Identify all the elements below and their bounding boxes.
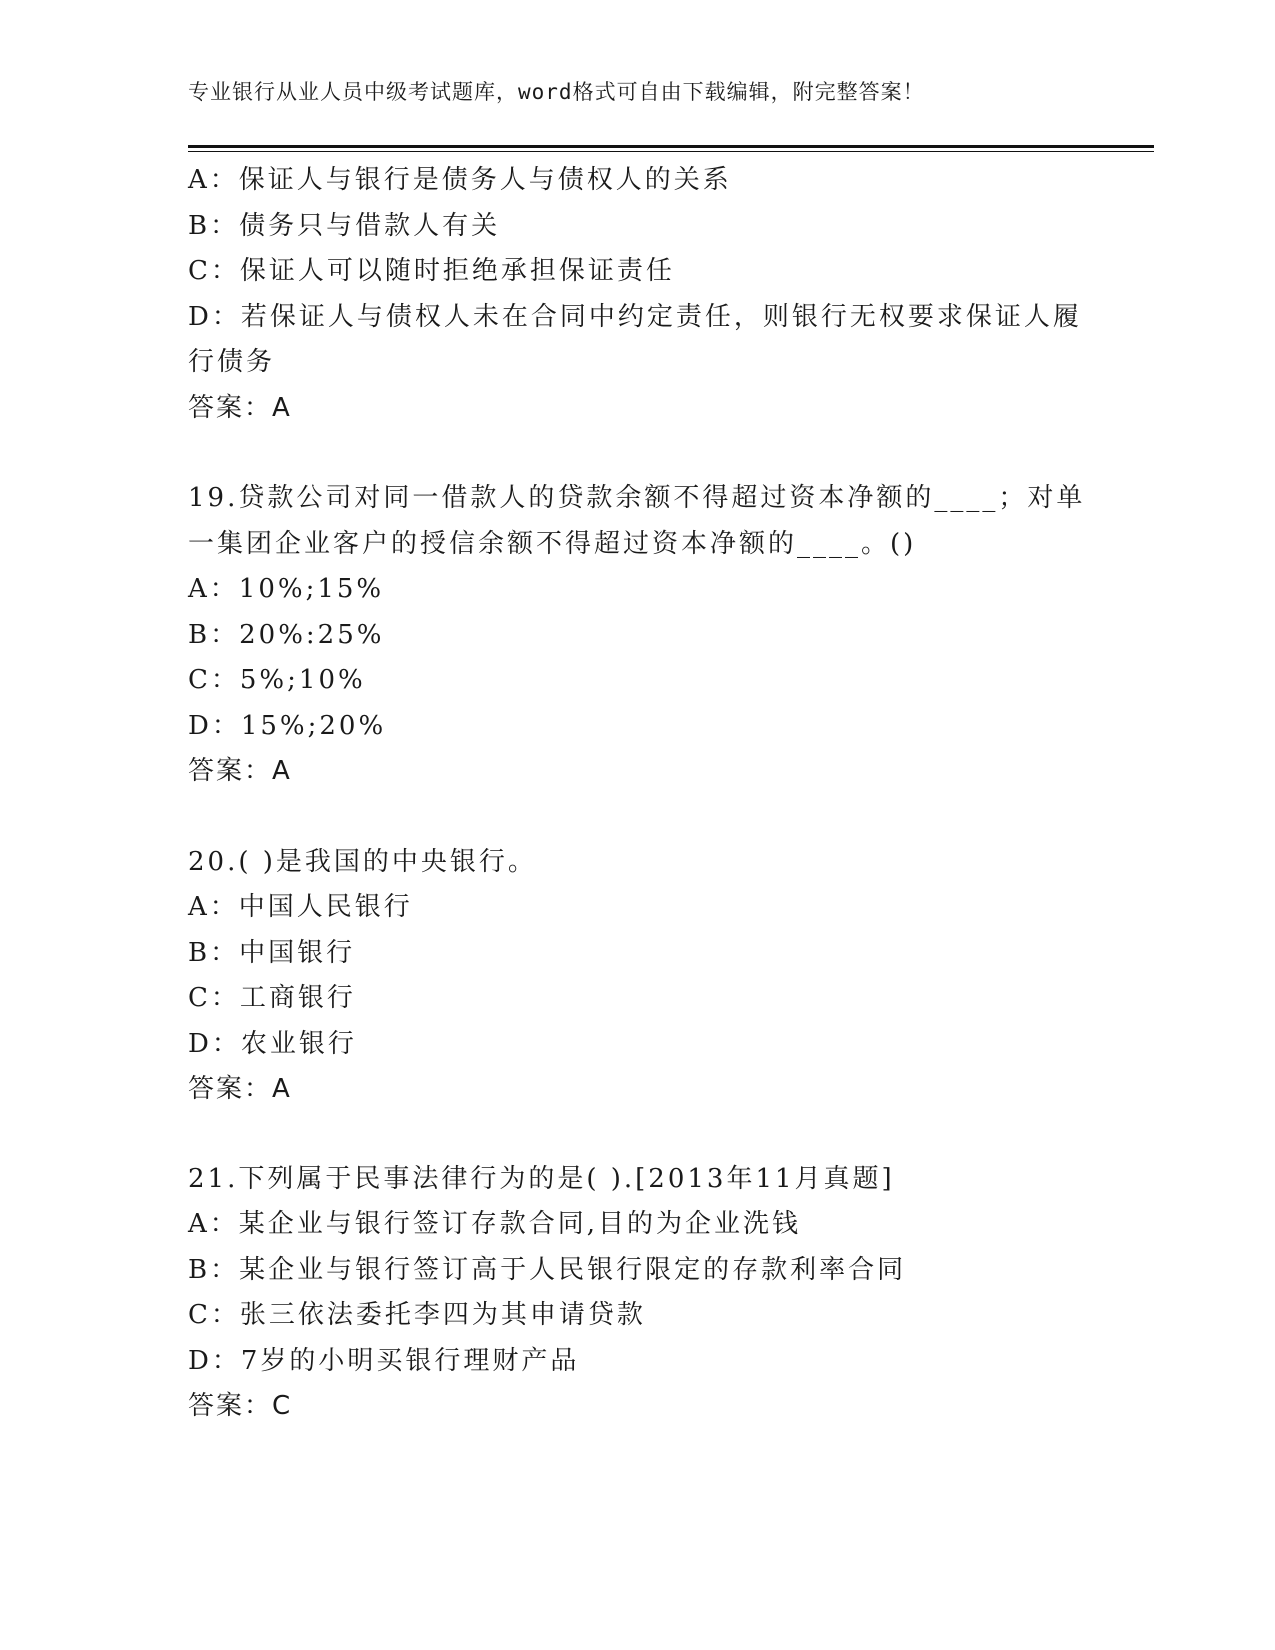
spacer	[188, 795, 1088, 840]
spacer	[188, 1113, 1088, 1157]
document-body	[188, 158, 1088, 1430]
option-line: C：工商银行	[188, 983, 356, 1013]
option-line: C：保证人可以随时拒绝承担保证责任	[188, 256, 675, 286]
option-line: D：若保证人与债权人未在合同中约定责任，则银行无权要求保证人履	[188, 301, 1082, 332]
question-block-21	[188, 1157, 1088, 1430]
question-stem: 20.( )是我国的中央银行。	[188, 846, 537, 877]
option-line: D：农业银行	[188, 1028, 357, 1059]
answer-line: 答案：A	[188, 756, 292, 786]
answer-line: 答案：A	[188, 1074, 292, 1104]
option-line: B：中国银行	[188, 937, 356, 968]
option-line: B：20%:25%	[188, 619, 385, 650]
option-line: C：5%;10%	[188, 665, 366, 695]
option-line: 行债务	[188, 347, 276, 377]
question-stem: 一集团企业客户的授信余额不得超过资本净额的____。()	[188, 528, 917, 559]
option-line: B：债务只与借款人有关	[188, 210, 501, 241]
answer-line: 答案：C	[188, 1391, 293, 1421]
header-rule-thin	[188, 151, 1154, 152]
option-line: B：某企业与银行签订高于人民银行限定的存款利率合同	[188, 1254, 907, 1285]
question-block-18	[188, 158, 1088, 431]
option-line: A：中国人民银行	[188, 892, 413, 922]
question-stem: 21.下列属于民事法律行为的是( ).[2013年11月真题]	[188, 1163, 895, 1194]
option-line: D：15%;20%	[188, 710, 387, 741]
question-stem: 19.贷款公司对同一借款人的贷款余额不得超过资本净额的____；对单	[188, 483, 1086, 513]
option-line: C：张三依法委托李四为其申请贷款	[188, 1300, 646, 1330]
question-block-19	[188, 476, 1088, 795]
page-header: 专业银行从业人员中级考试题库，word格式可自由下载编辑，附完整答案！	[188, 80, 925, 104]
option-line: A：10%;15%	[188, 574, 385, 604]
option-line: A：保证人与银行是债务人与债权人的关系	[188, 165, 732, 195]
option-line: A：某企业与银行签订存款合同,目的为企业洗钱	[188, 1209, 802, 1239]
answer-line: 答案：A	[188, 392, 292, 423]
header-rule-thick	[188, 145, 1154, 148]
spacer	[188, 431, 1088, 476]
question-block-20	[188, 840, 1088, 1113]
option-line: D：7岁的小明买银行理财产品	[188, 1345, 580, 1376]
